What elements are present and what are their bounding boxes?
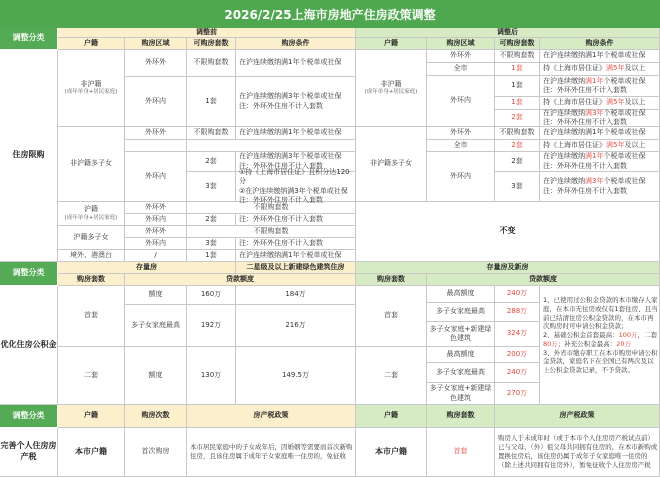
before-header: 调整前 [58,28,356,38]
text: 1、已使用过公积金贷款的本市缴存人家庭，在本市无住房或仅有1套住房、且当前已结清住房公积金贷款的，在本市再次购房时可申请公积金贷款； 2、基础公积金首套最高： [543,296,658,340]
hukou-note: (成年单身+居民家庭) [64,214,118,221]
loan-value: 200万 [495,347,540,363]
condition-text [543,152,645,161]
condition-note: 注：外环外住房不计入套数 [543,186,627,195]
col-area: 购房区域 [125,38,187,50]
text: 个税单或社保 [603,152,646,161]
hukou-cell [356,50,427,127]
condition-cell: 注：外环外住房不计入套数 [236,214,356,226]
loan-label: 额度 [125,347,187,405]
col-condition: 购房条件 [540,38,660,50]
text: 个税单或社保 [603,177,646,186]
count-cell: 1套 [495,76,540,97]
loan-label: 多子女家庭最高 [427,363,495,383]
blank-cell [125,140,187,152]
loan-value: 270万 [495,383,540,405]
area-cell: 全市 [427,140,495,152]
text: 在沪连续缴纳 [543,177,585,186]
loan-value: 288万 [495,303,540,322]
condition-cell: 在沪连续缴纳满3年个税单或社保 注：外环外住房不计入套数 [236,152,356,172]
condition-text [543,109,645,118]
hukou-label: 非沪籍 [80,79,102,88]
hukou-note: (成年单身+居民家庭) [364,89,418,95]
col-times: 购房次数 [125,405,187,428]
text: 在沪连续缴纳 [543,76,585,85]
times-cell: 首次购房 [125,428,187,477]
text: 在沪连续缴纳 [543,152,585,161]
condition-text [543,64,645,73]
col-count: 购房套数 [58,274,125,286]
category-provident-fund: 优化住房公积金 [0,286,58,405]
area-cell: / [125,250,187,262]
count-cell: 3套 [495,172,540,202]
area-cell: 外环外 [427,50,495,63]
count-cell: 不限购套数 [187,226,356,238]
area-cell: 外环内 [125,238,187,250]
hukou-cell [58,202,125,226]
col-hukou: 户籍 [58,38,125,50]
count-cell: 不限购套数 [187,202,356,214]
hukou-label: 非沪籍 [380,79,402,88]
text: 及以上 [624,140,646,149]
count-cell: 首套 [427,428,495,477]
count-cell: 1套 [495,63,540,76]
count-cell: 不限购套数 [187,127,236,140]
count-cell: 3套 [187,238,236,250]
highlight: 满1年 [585,152,604,161]
col-hukou: 户籍 [356,405,427,428]
tax-policy-cell: 本市居民家庭中的子女成年后，因婚姻等需要而首次新购住房，且该住房属于成年子女家庭唯一住房的，免征收 [187,428,356,477]
count-cell: 1套 [495,97,540,110]
highlight: 满3年 [585,108,604,117]
hukou-cell: 本市户籍 [58,428,125,477]
col-hukou: 户籍 [58,405,125,428]
area-cell: 外环外 [125,226,187,238]
count-cell: 1套 [187,250,236,262]
text: 3、外省市缴存职工在本市购房申请公积金贷款，家庭名下在全国已有两次及以上公积金贷款记录，不予贷款。 [543,348,658,375]
condition-text [543,77,645,86]
col-tax-policy: 房产税政策 [495,405,660,428]
green-building-header: 二星级及以上新建绿色建筑住房 [236,262,356,274]
text: 个税单或社保 [603,108,646,117]
highlight: 满3年 [585,177,604,186]
col-condition: 购房条件 [236,38,356,50]
first-home-cell: 首套 [58,286,125,347]
highlight: 满5年 [606,140,625,149]
condition-text [543,177,645,186]
loan-value: 240万 [495,363,540,383]
count-cell: 2套 [495,152,540,172]
loan-label: 多子女家庭最高 [427,303,495,322]
loan-label: 最高额度 [427,286,495,303]
condition-cell [540,152,660,172]
count-cell: 不限购套数 [187,50,236,77]
category-property-tax: 完善个人住房房产税 [0,428,58,477]
col-hukou: 户籍 [356,38,427,50]
area-cell: 外环外 [125,50,187,77]
count-cell: 2套 [495,140,540,152]
loan-label: 多子女家庭+新建绿色建筑 [427,383,495,405]
area-cell: 外环内 [427,76,495,127]
col-count: 可购房套数 [495,38,540,50]
loan-notes [540,286,660,405]
condition-cell: 在沪连续缴纳满1年个税单或社保 [236,127,356,140]
condition-cell: 在沪连续缴纳满1年个税单或社保 [236,250,356,262]
after-header: 调整后 [356,28,660,38]
condition-cell: 注：外环外住房不计入套数 [236,238,356,250]
highlight: 满5年 [606,64,625,73]
unchanged-cell: 不变 [356,202,660,262]
loan-value: 160万 [187,286,236,305]
condition-cell: 在沪连续缴纳满1年个税单或社保 [540,50,660,63]
area-cell: 外环内 [125,152,187,202]
loan-label: 多子女家庭最高 [125,305,187,347]
highlight: 20万 [616,339,632,348]
loan-value: 192万 [187,305,236,347]
loan-value: 324万 [495,322,540,347]
loan-value: 130万 [187,347,236,405]
text: ；补充公积金最高： [557,339,617,348]
loan-value: 216万 [236,305,356,347]
text: 在沪连续缴纳 [543,108,585,117]
area-cell: 外环内 [125,214,187,226]
count-cell: 1套 [187,77,236,127]
hukou-cell [58,50,125,127]
category-header: 调整分类 [0,28,58,50]
col-loan: 贷款额度 [427,274,660,286]
area-cell: 外环内 [427,152,495,202]
loan-value: 184万 [236,286,356,305]
first-home-cell: 首套 [356,286,427,347]
page-title: 2026/2/25上海市房地产住房政策调整 [0,0,660,28]
count-cell: 2套 [495,110,540,127]
col-loan: 贷款额度 [125,274,356,286]
hukou-cell: 境外、港澳台 [58,250,125,262]
highlight: 80万 [543,339,558,348]
condition-text [543,98,645,107]
count-cell: 2套 [187,214,236,226]
hukou-cell: 沪籍多子女 [58,226,125,250]
second-home-cell: 二套 [58,347,125,405]
count-cell: 不限购套数 [495,127,540,140]
text: 持《上海市居住证》 [543,98,606,107]
area-cell: 全市 [427,63,495,76]
condition-cell [540,63,660,76]
category-housing-purchase-limit: 住房限购 [0,50,58,262]
loan-value: 240万 [495,286,540,303]
condition-cell [540,76,660,97]
highlight: 满5年 [606,98,625,107]
loan-label: 多子女家庭+新建绿色建筑 [427,322,495,347]
area-cell: 外环外 [125,202,187,214]
highlight: 满1年 [585,76,604,85]
condition-text [543,141,645,150]
count-cell: 2套 [187,152,236,172]
text: ，二套 [637,331,658,340]
hukou-cell: 非沪籍多子女 [356,127,427,202]
stock-housing-header: 存量房 [58,262,236,274]
condition-note: 注：外环外住房不计入套数 [543,161,627,170]
condition-cell [540,110,660,127]
condition-note: 注：外环外住房不计入套数 [543,118,627,126]
hukou-note: (成年单身+居民家庭) [64,89,118,95]
hukou-label: 沪籍 [84,205,98,214]
area-cell: 外环内 [125,77,187,127]
col-area: 购房区域 [427,38,495,50]
stock-and-new-header: 存量房及新房 [356,262,660,274]
hukou-cell: 本市户籍 [356,428,427,477]
col-count: 可购房套数 [187,38,236,50]
tax-policy-cell: 购房人于未成年时（或于本市个人住房房产税试点前）已与父母、（外）祖父母共同拥有住房的，在本市新购或置换住房后，该住房仍属于成年子女家庭唯一住房的（除上述共同拥有住房外），暂免征收个人住房房产税 [495,428,660,477]
condition-cell [540,172,660,202]
condition-note: 注：外环外住房不计入套数 [543,86,627,94]
condition-cell: 在沪连续缴纳满1年个税单或社保 [540,127,660,140]
condition-cell: 在沪连续缴纳满3年个税单或社保 注：外环外住房不计入套数 [236,77,356,127]
highlight: 100万 [618,331,638,340]
category-header: 调整分类 [0,405,58,428]
text: 持《上海市居住证》 [543,64,606,73]
second-home-cell: 二套 [356,347,427,405]
blank-cell [187,140,356,152]
loan-label: 最高额度 [427,347,495,363]
text: 及以上 [624,64,646,73]
hukou-cell: 非沪籍多子女 [58,127,125,202]
text: 及以上 [624,98,646,107]
col-count: 购房套数 [427,405,495,428]
col-tax-policy: 房产税政策 [187,405,356,428]
category-header: 调整分类 [0,262,58,286]
loan-label: 额度 [125,286,187,305]
area-cell: 外环外 [427,127,495,140]
text: 个税单或社保 [603,76,646,85]
condition-cell: 在沪连续缴纳满1年个税单或社保 [236,50,356,77]
condition-cell: ①持《上海市居住证》且积分达120分 ②在沪连续缴纳满3年个税单或社保 注：外环外住房不计入套数 [236,172,356,202]
text: 持《上海市居住证》 [543,140,606,149]
area-cell: 外环外 [125,127,187,140]
loan-value: 149.5万 [236,347,356,405]
count-cell: 3套 [187,172,236,202]
col-count: 购房套数 [356,274,427,286]
condition-cell [540,140,660,152]
count-cell: 不限购套数 [495,50,540,63]
